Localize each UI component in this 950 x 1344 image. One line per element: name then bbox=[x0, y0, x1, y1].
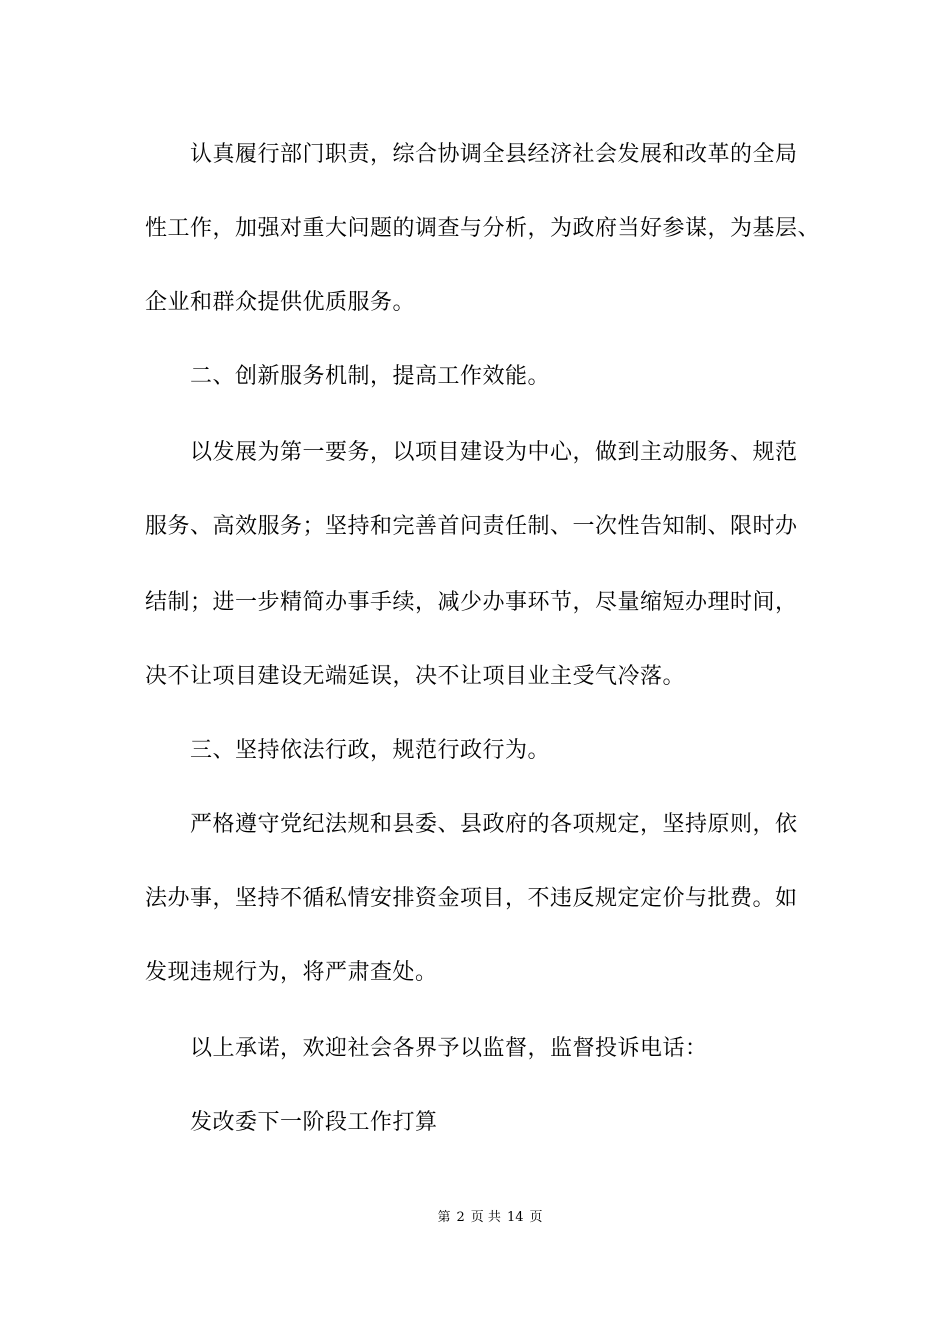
paragraph-line: 以发展为第一要务，以项目建设为中心，做到主动服务、规范 bbox=[190, 440, 798, 465]
paragraph-line: 结制；进一步精简办事手续，减少办事环节，尽量缩短办理时间， bbox=[145, 590, 798, 615]
paragraph-line: 严格遵守党纪法规和县委、县政府的各项规定，坚持原则，依 bbox=[190, 812, 798, 837]
footer-suffix: 页 bbox=[529, 1210, 543, 1225]
footer-prefix: 第 bbox=[437, 1210, 451, 1225]
page-footer bbox=[0, 1208, 950, 1228]
paragraph-line: 决不让项目建设无端延误，决不让项目业主受气冷落。 bbox=[145, 664, 686, 689]
paragraph-line: 服务、高效服务；坚持和完善首问责任制、一次性告知制、限时办 bbox=[145, 514, 798, 539]
section-heading: 三、坚持依法行政，规范行政行为。 bbox=[190, 738, 551, 763]
current-page-number: 2 bbox=[456, 1210, 465, 1225]
paragraph-line: 发改委下一阶段工作打算 bbox=[190, 1110, 438, 1135]
paragraph-line: 以上承诺，欢迎社会各界予以监督，监督投诉电话： bbox=[190, 1036, 708, 1061]
section-heading: 二、创新服务机制，提高工作效能。 bbox=[190, 364, 551, 389]
paragraph-line: 法办事，坚持不循私情安排资金项目，不违反规定定价与批费。如 bbox=[145, 886, 798, 911]
paragraph-line: 企业和群众提供优质服务。 bbox=[145, 290, 416, 315]
paragraph-line: 认真履行部门职责，综合协调全县经济社会发展和改革的全局 bbox=[190, 142, 798, 167]
paragraph-line: 发现违规行为，将严肃查处。 bbox=[145, 960, 438, 985]
paragraph-line: 性工作，加强对重大问题的调查与分析，为政府当好参谋，为基层、 bbox=[145, 216, 821, 241]
total-pages-number: 14 bbox=[506, 1210, 524, 1225]
footer-middle: 页 共 bbox=[470, 1210, 501, 1225]
